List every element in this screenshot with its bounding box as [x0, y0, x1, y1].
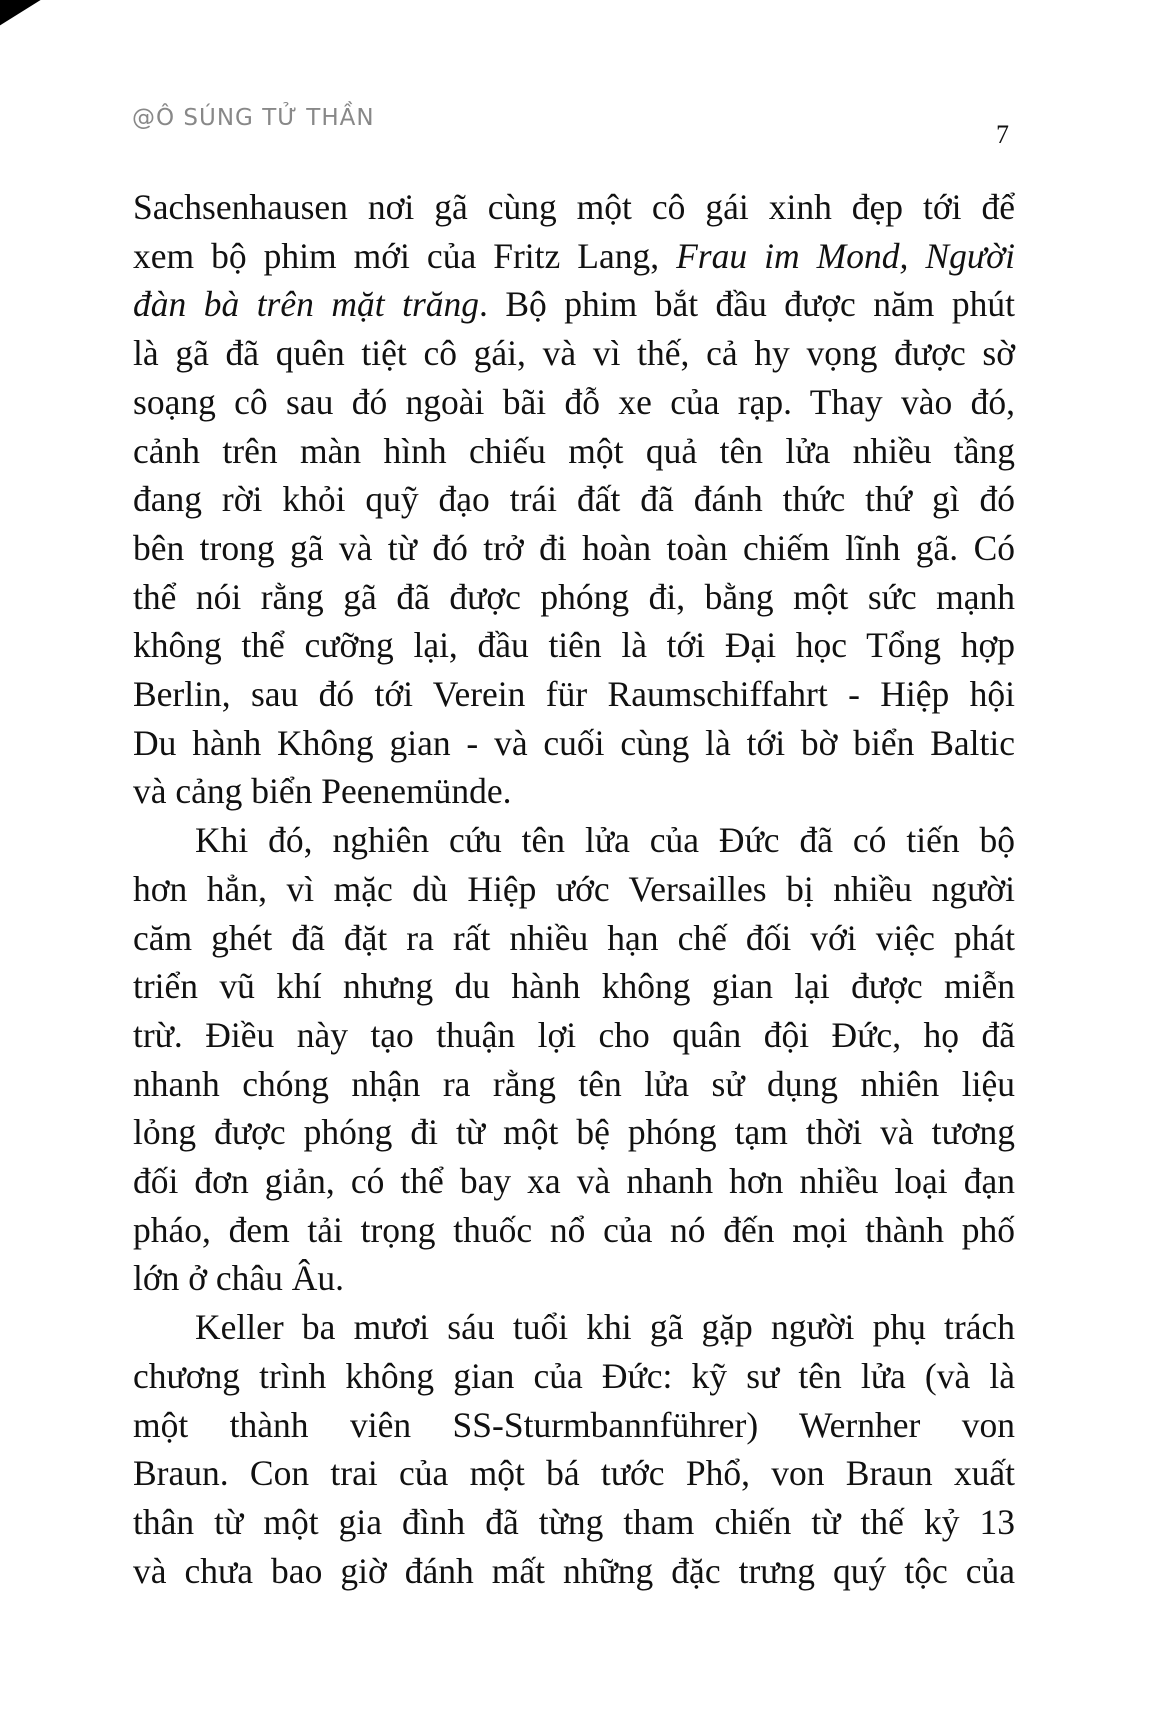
text-line: và cảng biển Peenemünde. — [133, 771, 512, 812]
text-line: Braun. Con trai của một bá tước Phổ, von Braun xuất — [133, 1453, 1015, 1494]
text-line: Berlin, sau đó tới Verein für Raumschiffahrt - Hiệp hội — [133, 674, 1015, 715]
text-line: lỏng được phóng đi từ một bệ phóng tạm thời và tương — [133, 1112, 1015, 1153]
text-line: Sachsenhausen nơi gã cùng một cô gái xinh đẹp tới để — [133, 187, 1015, 227]
text-line: Keller ba mươi sáu tuổi khi gã gặp người phụ trách — [195, 1307, 1015, 1348]
text-line: bên trong gã và từ đó trở đi hoàn toàn chiếm lĩnh gã. Có — [133, 527, 1015, 568]
paragraph-1 — [133, 183, 1015, 816]
text-line: thân từ một gia đình đã từng tham chiến từ thế kỷ 13 — [133, 1501, 1015, 1542]
text-span: . Bộ phim bắt đầu được năm phút — [479, 284, 1015, 325]
text-line: lớn ở châu Âu. — [133, 1258, 345, 1299]
text-line: trừ. Điều này tạo thuận lợi cho quân đội Đức, họ đã — [133, 1014, 1015, 1055]
body-text — [133, 183, 1015, 1595]
text-line: chương trình không gian của Đức: kỹ sư tên lửa (và là — [133, 1355, 1015, 1396]
text-line: pháo, đem tải trọng thuốc nổ của nó đến mọi thành phố — [133, 1209, 1015, 1250]
text-line: soạng cô sau đó ngoài bãi đỗ xe của rạp. Thay vào đó, — [133, 381, 1015, 422]
text-line: là gã đã quên tiệt cô gái, và vì thế, cả hy vọng được sờ — [133, 333, 1015, 374]
running-title: @Ô SÚNG TỬ THẦN — [132, 105, 375, 131]
text-line — [133, 232, 1015, 281]
text-line: cảnh trên màn hình chiếu một quả tên lửa nhiều tầng — [133, 430, 1015, 471]
film-title-italic: Frau im Mond, Người — [676, 235, 1015, 276]
page-number: 7 — [996, 120, 1009, 149]
text-line: thể nói rằng gã đã được phóng đi, bằng một sức mạnh — [133, 576, 1015, 617]
text-line: hơn hẳn, vì mặc dù Hiệp ước Versailles bị nhiều người — [133, 868, 1015, 909]
text-line: không thể cưỡng lại, đầu tiên là tới Đại học Tổng hợp — [133, 625, 1015, 666]
text-line: và chưa bao giờ đánh mất những đặc trưng quý tộc của — [133, 1550, 1015, 1591]
paragraph-2 — [133, 816, 1015, 1303]
text-line — [133, 280, 1015, 329]
text-line: nhanh chóng nhận ra rằng tên lửa sử dụng nhiên liệu — [133, 1063, 1015, 1104]
text-line: đối đơn giản, có thể bay xa và nhanh hơn nhiều loại đạn — [133, 1161, 1015, 1202]
film-title-vn-italic: đàn bà trên mặt trăng — [133, 284, 480, 325]
text-span: xem bộ phim mới của Fritz Lang, — [133, 235, 677, 276]
text-line: căm ghét đã đặt ra rất nhiều hạn chế đối với việc phát — [133, 917, 1015, 958]
text-line: một thành viên SS-Sturmbannführer) Wernher von — [133, 1404, 1015, 1445]
text-line: triển vũ khí nhưng du hành không gian lại được miễn — [133, 966, 1015, 1007]
text-line: Du hành Không gian - và cuối cùng là tới bờ biển Baltic — [133, 722, 1015, 763]
page-corner-shadow — [0, 0, 50, 37]
text-line: Khi đó, nghiên cứu tên lửa của Đức đã có tiến bộ — [195, 820, 1015, 861]
paragraph-3 — [133, 1303, 1015, 1595]
text-line: đang rời khỏi quỹ đạo trái đất đã đánh thức thứ gì đó — [133, 479, 1015, 520]
